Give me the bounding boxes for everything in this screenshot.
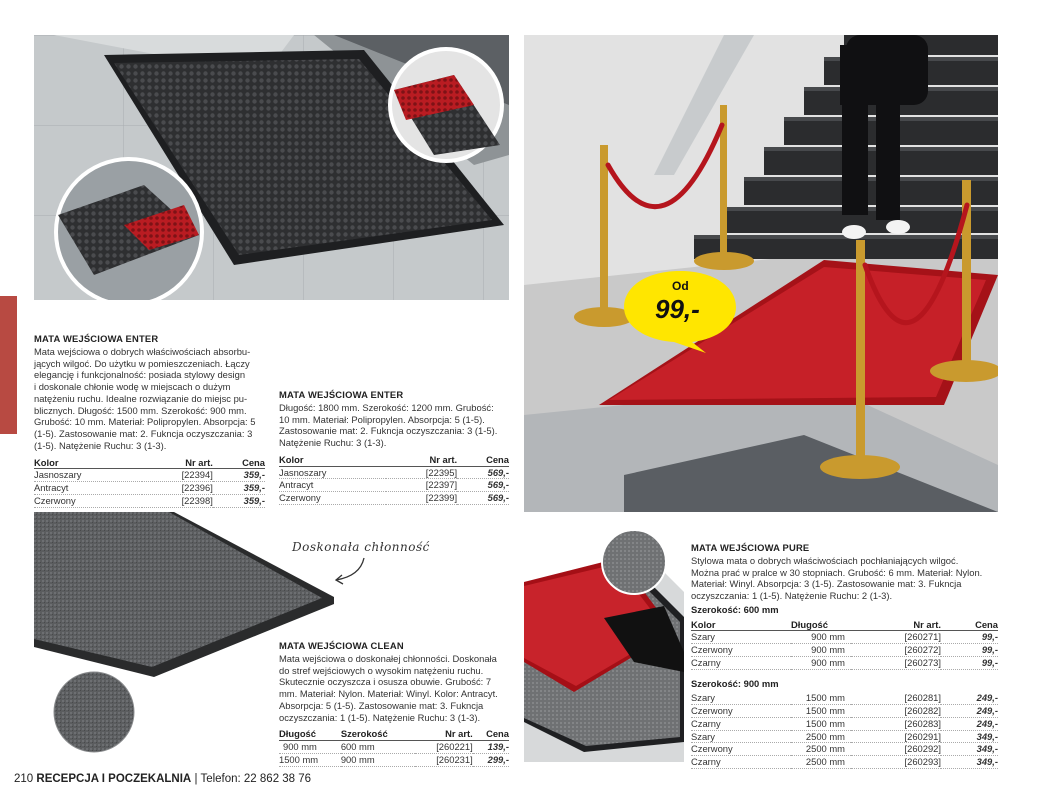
table-cell: [260281] [851,692,941,704]
table-cell: [260293] [851,756,941,769]
table-cell: Czerwony [34,494,142,507]
table-row [691,705,998,718]
desc-line: elegancję i funkcjonalność: posiada stylowy design [34,369,246,381]
table-cell: 249,- [941,705,998,718]
price-table [279,727,509,766]
col-header-price: Cena [213,456,265,469]
table-cell: 569,- [457,492,509,505]
desc-line: Zastosowanie mat: 2. Fukncja oczyszczania: 3 (1-5). [279,425,498,437]
price-table-900 [691,692,998,769]
section-color-tab [0,296,17,434]
table-cell: 2500 mm [791,756,851,769]
table-cell: Czerwony [691,705,791,718]
desc-line: natężeniu ruchu. Idealne rozwiązanie do miejsc pu- [34,392,248,404]
desc-line: Mata wejściowa o doskonałej chłonności. Doskonała [279,652,497,664]
badge-from-label: Od [672,279,689,293]
desc-line: oczyszczania: 1 (1-5). Natężenie Ruchu: 3 (1-3). [279,711,481,723]
desc-line: do stref wejściowych o wysokim natężeniu ruchu. [279,664,484,676]
table-row [691,743,998,756]
col-header-color: Kolor [34,456,142,469]
desc-line: jących wilgoć. Do użytku w pomieszczeniach. Łączy [34,357,250,369]
table-row [691,631,998,644]
table-cell: 299,- [473,753,509,766]
table-row [279,753,509,766]
desc-line: Mata wejściowa o dobrych właściwościach absorbu- [34,345,251,357]
table-cell: [260271] [851,631,941,644]
product-description [691,555,998,602]
table-cell: Szary [691,730,791,743]
price-badge [622,265,738,353]
desc-line: mm. Materiał: Nylon. Materiał: Winyl. Kolor: Antracyt. [279,688,498,699]
note-arrow-icon [330,556,370,586]
table-header-row [691,618,998,631]
table-cell: 1500 mm [791,717,851,730]
subheading-width-900: Szerokość: 900 mm [691,677,779,689]
table-header-cell: Długość [791,618,851,631]
table-cell: [260273] [851,656,941,669]
table-header-cell: Nr art. [415,727,473,740]
table-cell: Antracyt [279,479,386,492]
product-title: MATA WEJŚCIOWA PURE [691,542,810,553]
table-row [279,479,509,492]
desc-line: i doskonale chłonie wodę w miejscach o dużym [34,381,231,392]
desc-line: Stylowa mata o dobrych właściwościach pochłaniających wilgoć. [691,554,959,566]
table-cell: Antracyt [34,482,142,495]
table-cell: [260291] [851,730,941,743]
desc-line: Absorpcja: 5 (1-5). Zastosowanie mat: 3. Fukncja [279,699,484,711]
table-cell: [22398] [142,494,213,507]
table-cell: 359,- [213,494,265,507]
table-header-cell: Cena [473,727,509,740]
product-description [34,346,265,452]
table-cell: 600 mm [341,741,415,754]
table-header-cell: Cena [941,618,998,631]
handwritten-note: Doskonała chłonność [292,540,430,554]
table-cell: Czerwony [691,644,791,657]
photo-stairs-red-carpet [524,35,998,512]
table-cell: Czarny [691,656,791,669]
footer-separator: | [194,773,198,785]
table-row [279,492,509,505]
subheading-width-600: Szerokość: 600 mm [691,603,779,615]
desc-line: blicznych. Długość: 1500 mm. Szerokość: 900 mm. [34,404,247,416]
table-cell: 900 mm [791,656,851,669]
page-footer [14,772,311,786]
table-cell: Czerwony [279,492,386,505]
badge-price: 99,- [655,294,700,324]
table-cell: Jasnoszary [279,466,386,479]
table-cell: 349,- [941,743,998,756]
photo-pure-mats [524,522,684,762]
table-cell: 349,- [941,756,998,769]
table-row [34,482,265,495]
table-row [691,692,998,704]
table-header-cell: Długość [279,727,341,740]
desc-line: Grubość: 10 mm. Materiał: Polipropylen. Absorpcja: 5 [34,416,256,428]
desc-line: Natężenie Ruchu: 3 (1-3). [279,437,387,448]
table-row [691,644,998,657]
table-header-cell: Szerokość [341,727,415,740]
table-cell: 99,- [941,644,998,657]
product-enter-large [279,389,509,505]
table-cell: 349,- [941,730,998,743]
table-cell: 1500 mm [791,705,851,718]
table-row [691,717,998,730]
table-cell: 99,- [941,656,998,669]
photo-enter-mat [34,35,509,300]
col-header-art: Nr art. [142,456,213,469]
product-pure [691,542,998,769]
product-description [279,653,509,724]
price-table [34,456,265,508]
desc-line: (1-5). Zastosowanie mat: 2. Fukncja oczyszczania: 3 [34,428,253,439]
table-cell: 1500 mm [791,692,851,704]
table-row [691,730,998,743]
product-title: MATA WEJŚCIOWA CLEAN [279,640,404,651]
table-cell: 359,- [213,482,265,495]
table-cell: 1500 mm [279,753,341,766]
desc-line: Skutecznie oczyszcza i osusza obuwie. Grubość: 7 [279,676,492,688]
table-header-cell: Kolor [691,618,791,631]
footer-phone[interactable]: Telefon: 22 862 38 76 [200,773,312,785]
table-row [34,494,265,507]
table-header-row [34,456,265,469]
table-cell: Czerwony [691,743,791,756]
product-description [279,402,509,449]
desc-line: Materiał: Winyl. Absorpcja: 3 (1-5). Zastosowanie mat: 3. Fukncja [691,578,962,590]
table-header-row [279,727,509,740]
table-row [279,741,509,754]
desc-line: Można prać w pralce w 30 stopniach. Grubość: 6 mm. Materiał: Nylon. [691,566,983,578]
product-clean [279,640,509,767]
table-cell: Szary [691,692,791,704]
price-table [279,453,509,505]
table-cell: 900 mm [341,753,415,766]
page-number: 210 [14,773,34,785]
table-cell: [260272] [851,644,941,657]
desc-line: oczyszczania: 1 (1-5). Natężenie Ruchu: 2 (1-3). [691,590,893,601]
table-cell: [22397] [386,479,457,492]
table-cell: Szary [691,631,791,644]
table-header-row [279,453,509,466]
table-cell: [260283] [851,717,941,730]
table-cell: 2500 mm [791,730,851,743]
table-cell: 900 mm [791,644,851,657]
table-cell: Czarny [691,717,791,730]
table-cell: 2500 mm [791,743,851,756]
table-header-cell: Cena [457,453,509,466]
table-cell: [22396] [142,482,213,495]
table-cell: 569,- [457,479,509,492]
table-cell: 249,- [941,692,998,704]
table-row [691,756,998,769]
product-title: MATA WEJŚCIOWA ENTER [279,389,404,400]
table-cell: 359,- [213,469,265,482]
table-cell: Czarny [691,756,791,769]
price-table-600 [691,618,998,670]
table-cell: 900 mm [791,631,851,644]
table-row [34,469,265,482]
table-cell: 139,- [473,741,509,754]
table-row [279,466,509,479]
table-cell: [22394] [142,469,213,482]
section-name: RECEPCJA I POCZEKALNIA [36,773,192,785]
desc-line: 10 mm. Materiał: Polipropylen. Absorpcja: 5 (1-5). [279,413,485,425]
table-cell: 900 mm [279,741,341,754]
table-header-cell: Kolor [279,453,386,466]
table-cell: 569,- [457,466,509,479]
table-cell: [22399] [386,492,457,505]
table-header-cell: Nr art. [851,618,941,631]
table-cell: Jasnoszary [34,469,142,482]
table-cell: [260221] [415,741,473,754]
table-cell: [260282] [851,705,941,718]
desc-line: Długość: 1800 mm. Szerokość: 1200 mm. Grubość: [279,401,494,413]
product-enter-small [34,333,265,508]
table-cell: 99,- [941,631,998,644]
table-cell: [260231] [415,753,473,766]
table-cell: [22395] [386,466,457,479]
product-title: MATA WEJŚCIOWA ENTER [34,333,159,344]
table-row [691,656,998,669]
table-cell: 249,- [941,717,998,730]
table-cell: [260292] [851,743,941,756]
table-header-cell: Nr art. [386,453,457,466]
desc-line: (1-5). Natężenie Ruchu: 3 (1-3). [34,439,167,451]
